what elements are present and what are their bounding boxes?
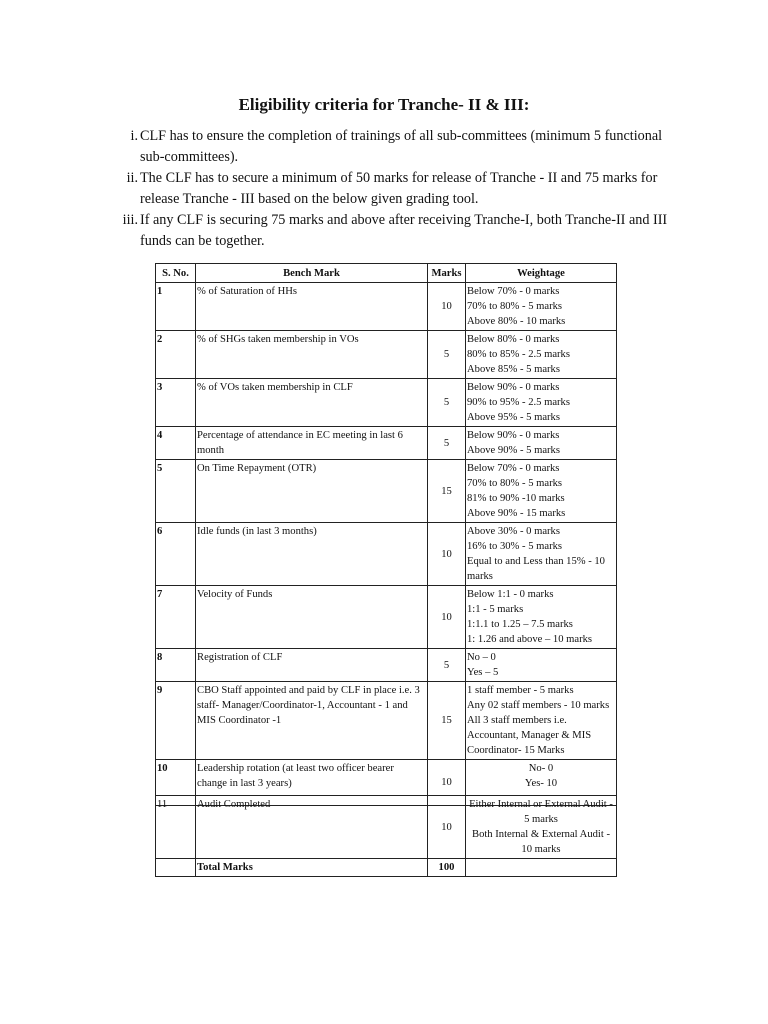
row-sno: 8 bbox=[156, 649, 196, 682]
row-sno: 10 bbox=[156, 760, 196, 806]
weightage-line: 1:1.1 to 1.25 – 7.5 marks bbox=[467, 619, 573, 630]
weightage-line: Any 02 staff members - 10 marks bbox=[467, 700, 610, 711]
table-row bbox=[156, 649, 617, 682]
criteria-number: i. bbox=[130, 128, 138, 144]
table-row bbox=[156, 379, 617, 427]
weightage-line: 1 staff member - 5 marks bbox=[467, 685, 574, 696]
table-row bbox=[156, 682, 617, 760]
table-row bbox=[156, 460, 617, 523]
row-marks: 10 bbox=[428, 586, 466, 649]
weightage-line: Below 1:1 - 0 marks bbox=[467, 589, 554, 600]
total-sno bbox=[156, 859, 196, 877]
weightage-line: Above 30% - 0 marks bbox=[467, 526, 560, 537]
criteria-item bbox=[100, 126, 680, 168]
weightage-line: Above 95% - 5 marks bbox=[467, 412, 560, 423]
row-marks: 5 bbox=[428, 331, 466, 379]
criteria-text: CLF has to ensure the completion of trainings of all sub-committees (minimum 5 functional sub-committees). bbox=[140, 128, 663, 165]
table-row bbox=[156, 283, 617, 331]
criteria-item bbox=[100, 210, 680, 252]
total-row bbox=[156, 859, 617, 877]
total-label: Total Marks bbox=[196, 859, 428, 877]
weightage-line: Below 90% - 0 marks bbox=[467, 430, 560, 441]
header-marks: Marks bbox=[428, 264, 466, 283]
table-row bbox=[156, 796, 617, 859]
row-sno: 2 bbox=[156, 331, 196, 379]
weightage-line: Yes- 10 bbox=[524, 778, 558, 789]
criteria-number: iii. bbox=[122, 212, 138, 228]
table-row bbox=[156, 331, 617, 379]
weightage-line: 1: 1.26 and above – 10 marks bbox=[467, 634, 593, 645]
header-weightage: Weightage bbox=[466, 264, 617, 283]
row-weightage bbox=[466, 586, 617, 649]
weightage-line: Above 80% - 10 marks bbox=[467, 316, 566, 327]
weightage-line: No- 0 bbox=[528, 763, 554, 774]
weightage-line: Above 90% - 5 marks bbox=[467, 445, 560, 456]
row-sno: 11 bbox=[156, 796, 196, 859]
total-weightage bbox=[466, 859, 617, 877]
criteria-text: The CLF has to secure a minimum of 50 marks for release of Tranche - II and 75 marks for release Tranche - III based on the below given grading tool. bbox=[140, 170, 658, 207]
criteria-list bbox=[100, 126, 680, 252]
row-bench-mark: Registration of CLF bbox=[196, 649, 428, 682]
row-weightage bbox=[466, 460, 617, 523]
weightage-line: Above 85% - 5 marks bbox=[467, 364, 560, 375]
row-bench-mark: Audit Completed bbox=[196, 796, 428, 859]
weightage-line: 81% to 90% -10 marks bbox=[467, 493, 565, 504]
row-sno: 5 bbox=[156, 460, 196, 523]
weightage-line: Yes – 5 bbox=[467, 667, 499, 678]
row-weightage bbox=[466, 796, 617, 859]
page-title: Eligibility criteria for Tranche- II & III: bbox=[238, 95, 530, 114]
row-weightage bbox=[466, 682, 617, 760]
row-bench-mark: % of Saturation of HHs bbox=[196, 283, 428, 331]
header-bench-mark: Bench Mark bbox=[196, 264, 428, 283]
row-sno: 1 bbox=[156, 283, 196, 331]
weightage-line: 70% to 80% - 5 marks bbox=[467, 478, 563, 489]
row-marks: 10 bbox=[428, 760, 466, 806]
row-bench-mark: % of VOs taken membership in CLF bbox=[196, 379, 428, 427]
row-bench-mark: % of SHGs taken membership in VOs bbox=[196, 331, 428, 379]
row-weightage bbox=[466, 427, 617, 460]
row-bench-mark: Idle funds (in last 3 months) bbox=[196, 523, 428, 586]
weightage-line: Below 90% - 0 marks bbox=[467, 382, 560, 393]
row-bench-mark: Leadership rotation (at least two officer bearer change in last 3 years) bbox=[196, 760, 428, 806]
row-sno: 6 bbox=[156, 523, 196, 586]
weightage-line: Either Internal or External Audit - 5 marks bbox=[469, 799, 613, 825]
row-sno: 9 bbox=[156, 682, 196, 760]
weightage-line: 70% to 80% - 5 marks bbox=[467, 301, 563, 312]
table-row bbox=[156, 586, 617, 649]
table-row bbox=[156, 523, 617, 586]
weightage-line: Below 70% - 0 marks bbox=[467, 463, 560, 474]
table-header-row bbox=[156, 264, 617, 283]
header-sno: S. No. bbox=[156, 264, 196, 283]
criteria-number: ii. bbox=[126, 170, 138, 186]
row-marks: 10 bbox=[428, 283, 466, 331]
weightage-line: 1:1 - 5 marks bbox=[467, 604, 524, 615]
weightage-line: 90% to 95% - 2.5 marks bbox=[467, 397, 570, 408]
table-row bbox=[156, 427, 617, 460]
row-bench-mark: On Time Repayment (OTR) bbox=[196, 460, 428, 523]
criteria-item bbox=[100, 168, 680, 210]
row-weightage bbox=[466, 283, 617, 331]
weightage-line: 16% to 30% - 5 marks bbox=[467, 541, 563, 552]
row-marks: 10 bbox=[428, 523, 466, 586]
weightage-line: 80% to 85% - 2.5 marks bbox=[467, 349, 570, 360]
row-weightage bbox=[466, 331, 617, 379]
row-sno: 3 bbox=[156, 379, 196, 427]
grading-table bbox=[155, 263, 617, 806]
weightage-line: Both Internal & External Audit - 10 marks bbox=[472, 829, 610, 855]
row-weightage bbox=[466, 379, 617, 427]
weightage-line: No – 0 bbox=[467, 652, 496, 663]
weightage-line: Below 70% - 0 marks bbox=[467, 286, 560, 297]
row-bench-mark: CBO Staff appointed and paid by CLF in place i.e. 3 staff- Manager/Coordinator-1, Accountant - 1 and MIS Coordinator -1 bbox=[196, 682, 428, 760]
weightage-line: Equal to and Less than 15% - 10 marks bbox=[467, 556, 605, 582]
row-marks: 5 bbox=[428, 649, 466, 682]
row-marks: 15 bbox=[428, 682, 466, 760]
grading-table-continued bbox=[155, 795, 617, 877]
row-weightage bbox=[466, 523, 617, 586]
row-marks: 15 bbox=[428, 460, 466, 523]
row-sno: 7 bbox=[156, 586, 196, 649]
row-weightage bbox=[466, 649, 617, 682]
weightage-line: All 3 staff members i.e. Accountant, Manager & MIS Coordinator- 15 Marks bbox=[467, 715, 592, 756]
criteria-text: If any CLF is securing 75 marks and above after receiving Tranche-I, both Tranche-II and III funds can be together. bbox=[140, 212, 668, 249]
row-sno: 4 bbox=[156, 427, 196, 460]
row-bench-mark: Percentage of attendance in EC meeting in last 6 month bbox=[196, 427, 428, 460]
weightage-line: Above 90% - 15 marks bbox=[467, 508, 566, 519]
row-marks: 5 bbox=[428, 379, 466, 427]
row-marks: 10 bbox=[428, 796, 466, 859]
row-marks: 5 bbox=[428, 427, 466, 460]
total-marks: 100 bbox=[428, 859, 466, 877]
weightage-line: Below 80% - 0 marks bbox=[467, 334, 560, 345]
row-bench-mark: Velocity of Funds bbox=[196, 586, 428, 649]
